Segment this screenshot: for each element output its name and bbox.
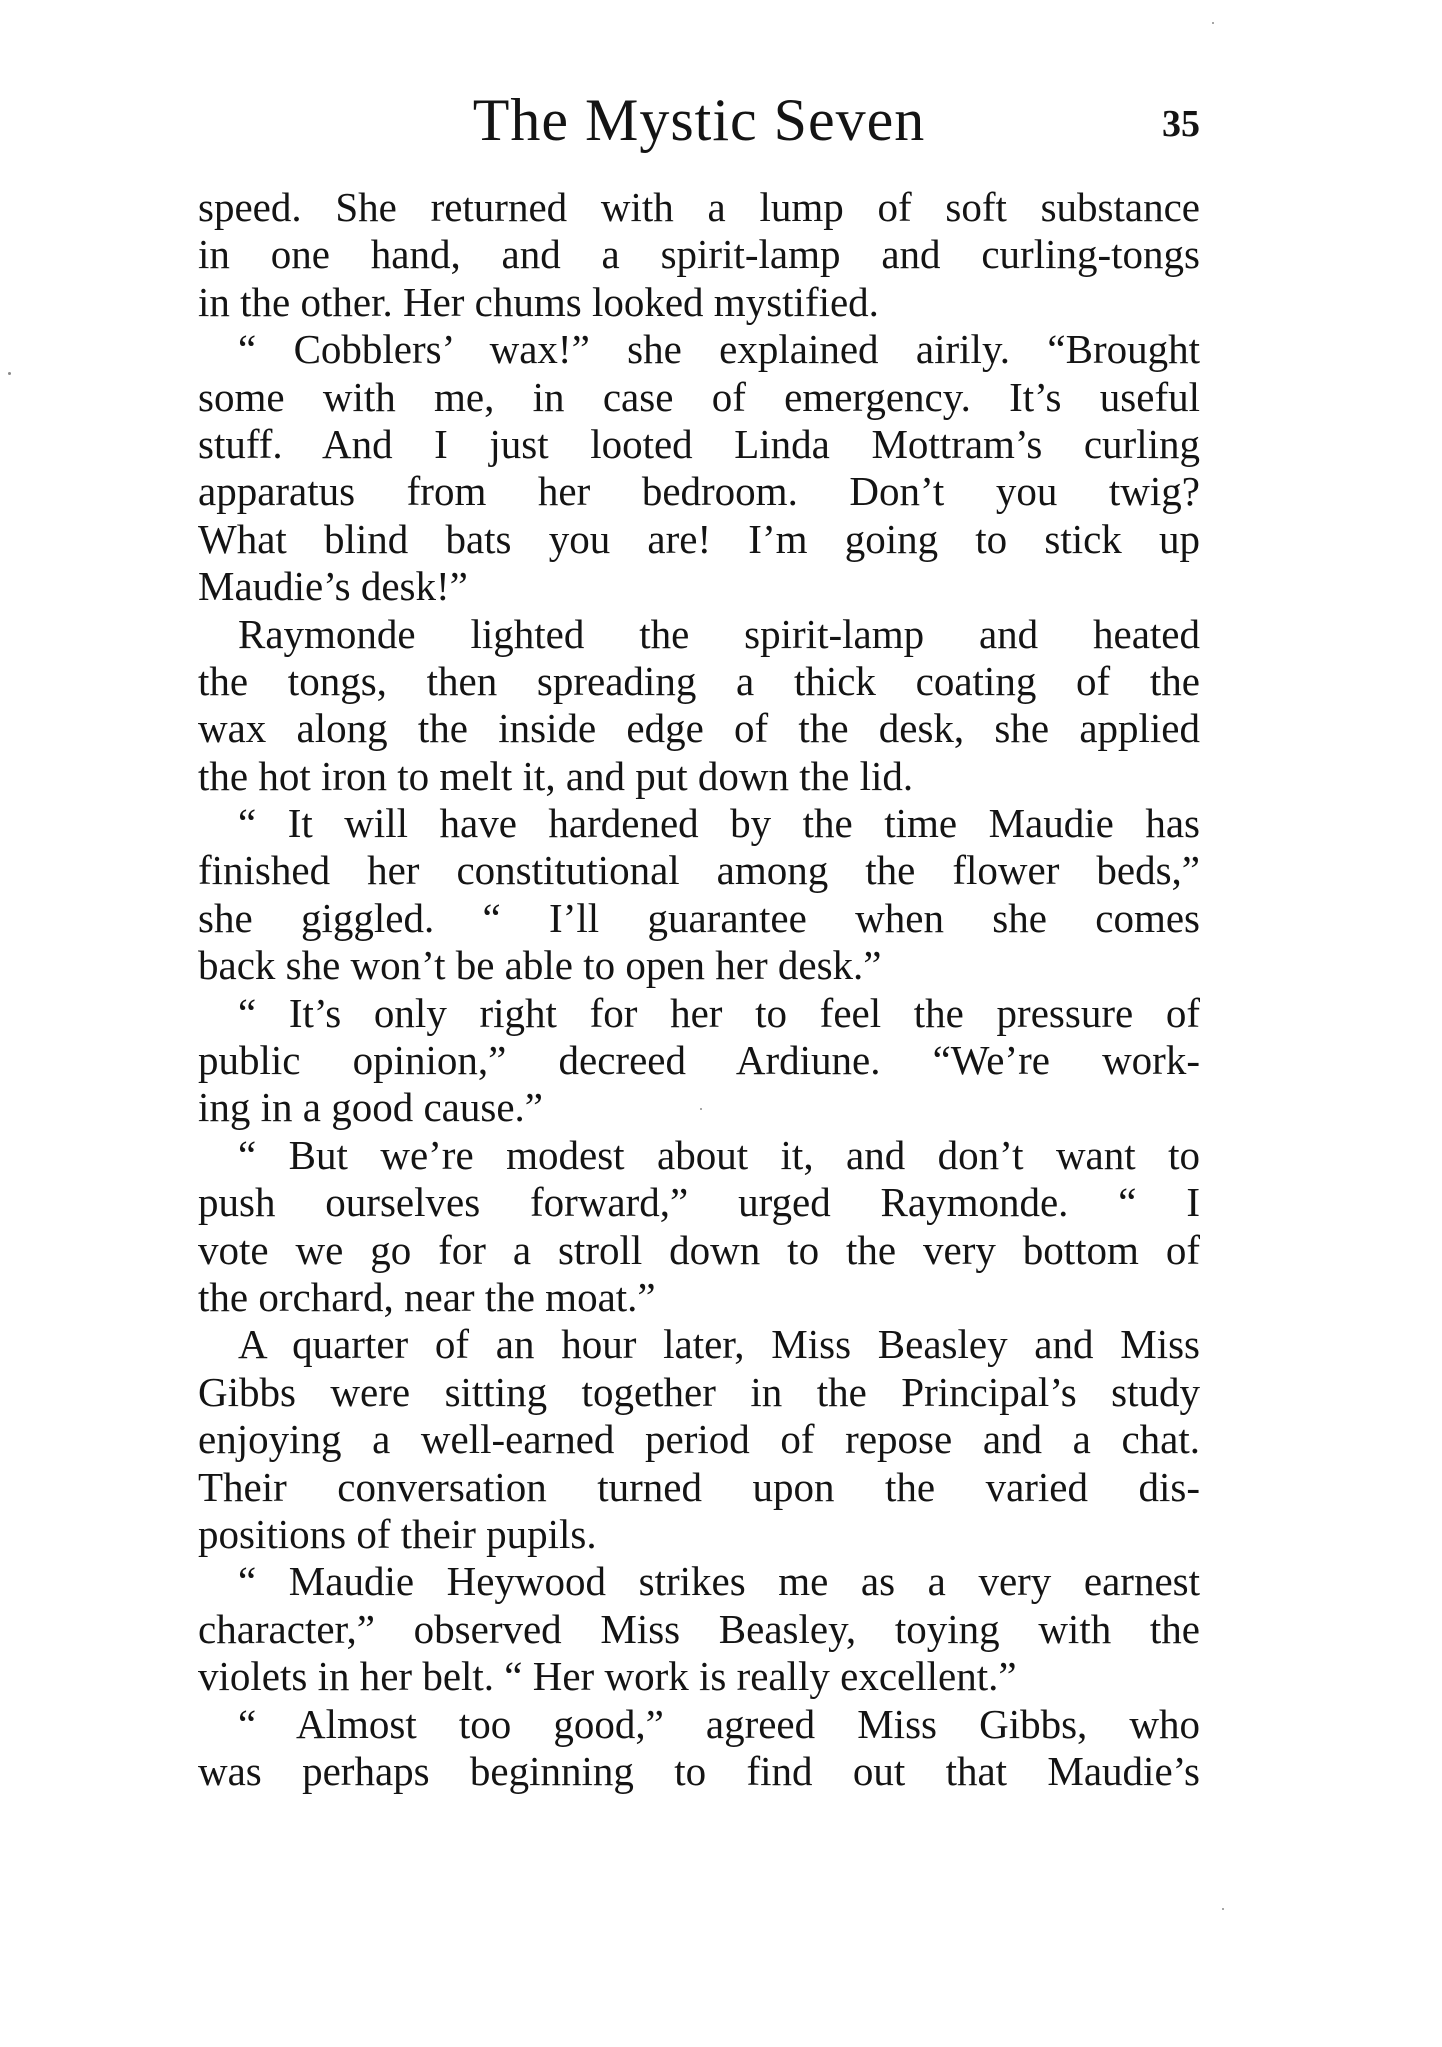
text-line: she giggled. “ I’ll guarantee when she comes xyxy=(198,894,1200,941)
text-line: Raymonde lighted the spirit-lamp and heated xyxy=(238,610,1200,657)
text-line: enjoying a well-earned period of repose and a chat. xyxy=(198,1416,1200,1463)
text-line: was perhaps beginning to find out that Maudie’s xyxy=(198,1747,1200,1794)
text-line: “ It’s only right for her to feel the pressure of xyxy=(238,989,1200,1036)
text-line: speed. She returned with a lump of soft substance xyxy=(198,184,1200,230)
text-line: in one hand, and a spirit-lamp and curling-tongs xyxy=(198,231,1200,278)
text-line: the hot iron to melt it, and put down the lid. xyxy=(198,752,914,799)
text-line: Gibbs were sitting together in the Principal’s study xyxy=(198,1368,1200,1415)
text-line: What blind bats you are! I’m going to stick up xyxy=(198,515,1200,562)
scan-speck xyxy=(700,1108,702,1110)
text-line: in the other. Her chums looked mystified. xyxy=(198,278,879,325)
text-line: A quarter of an hour later, Miss Beasley and Miss xyxy=(238,1321,1200,1368)
text-line: apparatus from her bedroom. Don’t you twig? xyxy=(198,468,1200,515)
running-title: The Mystic Seven xyxy=(472,87,926,153)
text-line: Their conversation turned upon the varied dis- xyxy=(198,1463,1200,1510)
text-line: the tongs, then spreading a thick coating of the xyxy=(198,657,1200,704)
text-line: wax along the inside edge of the desk, she applied xyxy=(198,705,1200,752)
scan-speck xyxy=(1212,22,1214,24)
text-line: “ It will have hardened by the time Maudie has xyxy=(238,800,1200,847)
text-line: push ourselves forward,” urged Raymonde. “ I xyxy=(198,1179,1200,1226)
text-line: some with me, in case of emergency. It’s useful xyxy=(198,373,1200,420)
text-line: ing in a good cause.” xyxy=(198,1084,543,1131)
scan-speck xyxy=(1222,1908,1224,1910)
text-line: character,” observed Miss Beasley, toying with the xyxy=(198,1605,1200,1652)
text-line: stuff. And I just looted Linda Mottram’s curling xyxy=(198,420,1200,467)
text-line: public opinion,” decreed Ardiune. “We’re work- xyxy=(198,1037,1200,1084)
running-head xyxy=(198,80,1200,160)
text-line: “ Cobblers’ wax!” she explained airily. “Brought xyxy=(238,326,1200,373)
text-line: Maudie’s desk!” xyxy=(198,563,468,610)
text-line: positions of their pupils. xyxy=(198,1510,597,1557)
body-text xyxy=(198,184,1200,1795)
text-line: the orchard, near the moat.” xyxy=(198,1273,656,1320)
scan-speck xyxy=(8,372,11,375)
text-line: finished her constitutional among the flower beds,” xyxy=(198,847,1200,894)
text-line: “ Maudie Heywood strikes me as a very earnest xyxy=(238,1558,1200,1605)
text-line: “ But we’re modest about it, and don’t want to xyxy=(238,1131,1200,1178)
text-line: back she won’t be able to open her desk.” xyxy=(198,942,882,989)
text-line: vote we go for a stroll down to the very bottom of xyxy=(198,1226,1200,1273)
text-line: “ Almost too good,” agreed Miss Gibbs, who xyxy=(238,1700,1200,1747)
page-number: 35 xyxy=(1162,103,1200,145)
text-line: violets in her belt. “ Her work is really excellent.” xyxy=(198,1653,1017,1700)
